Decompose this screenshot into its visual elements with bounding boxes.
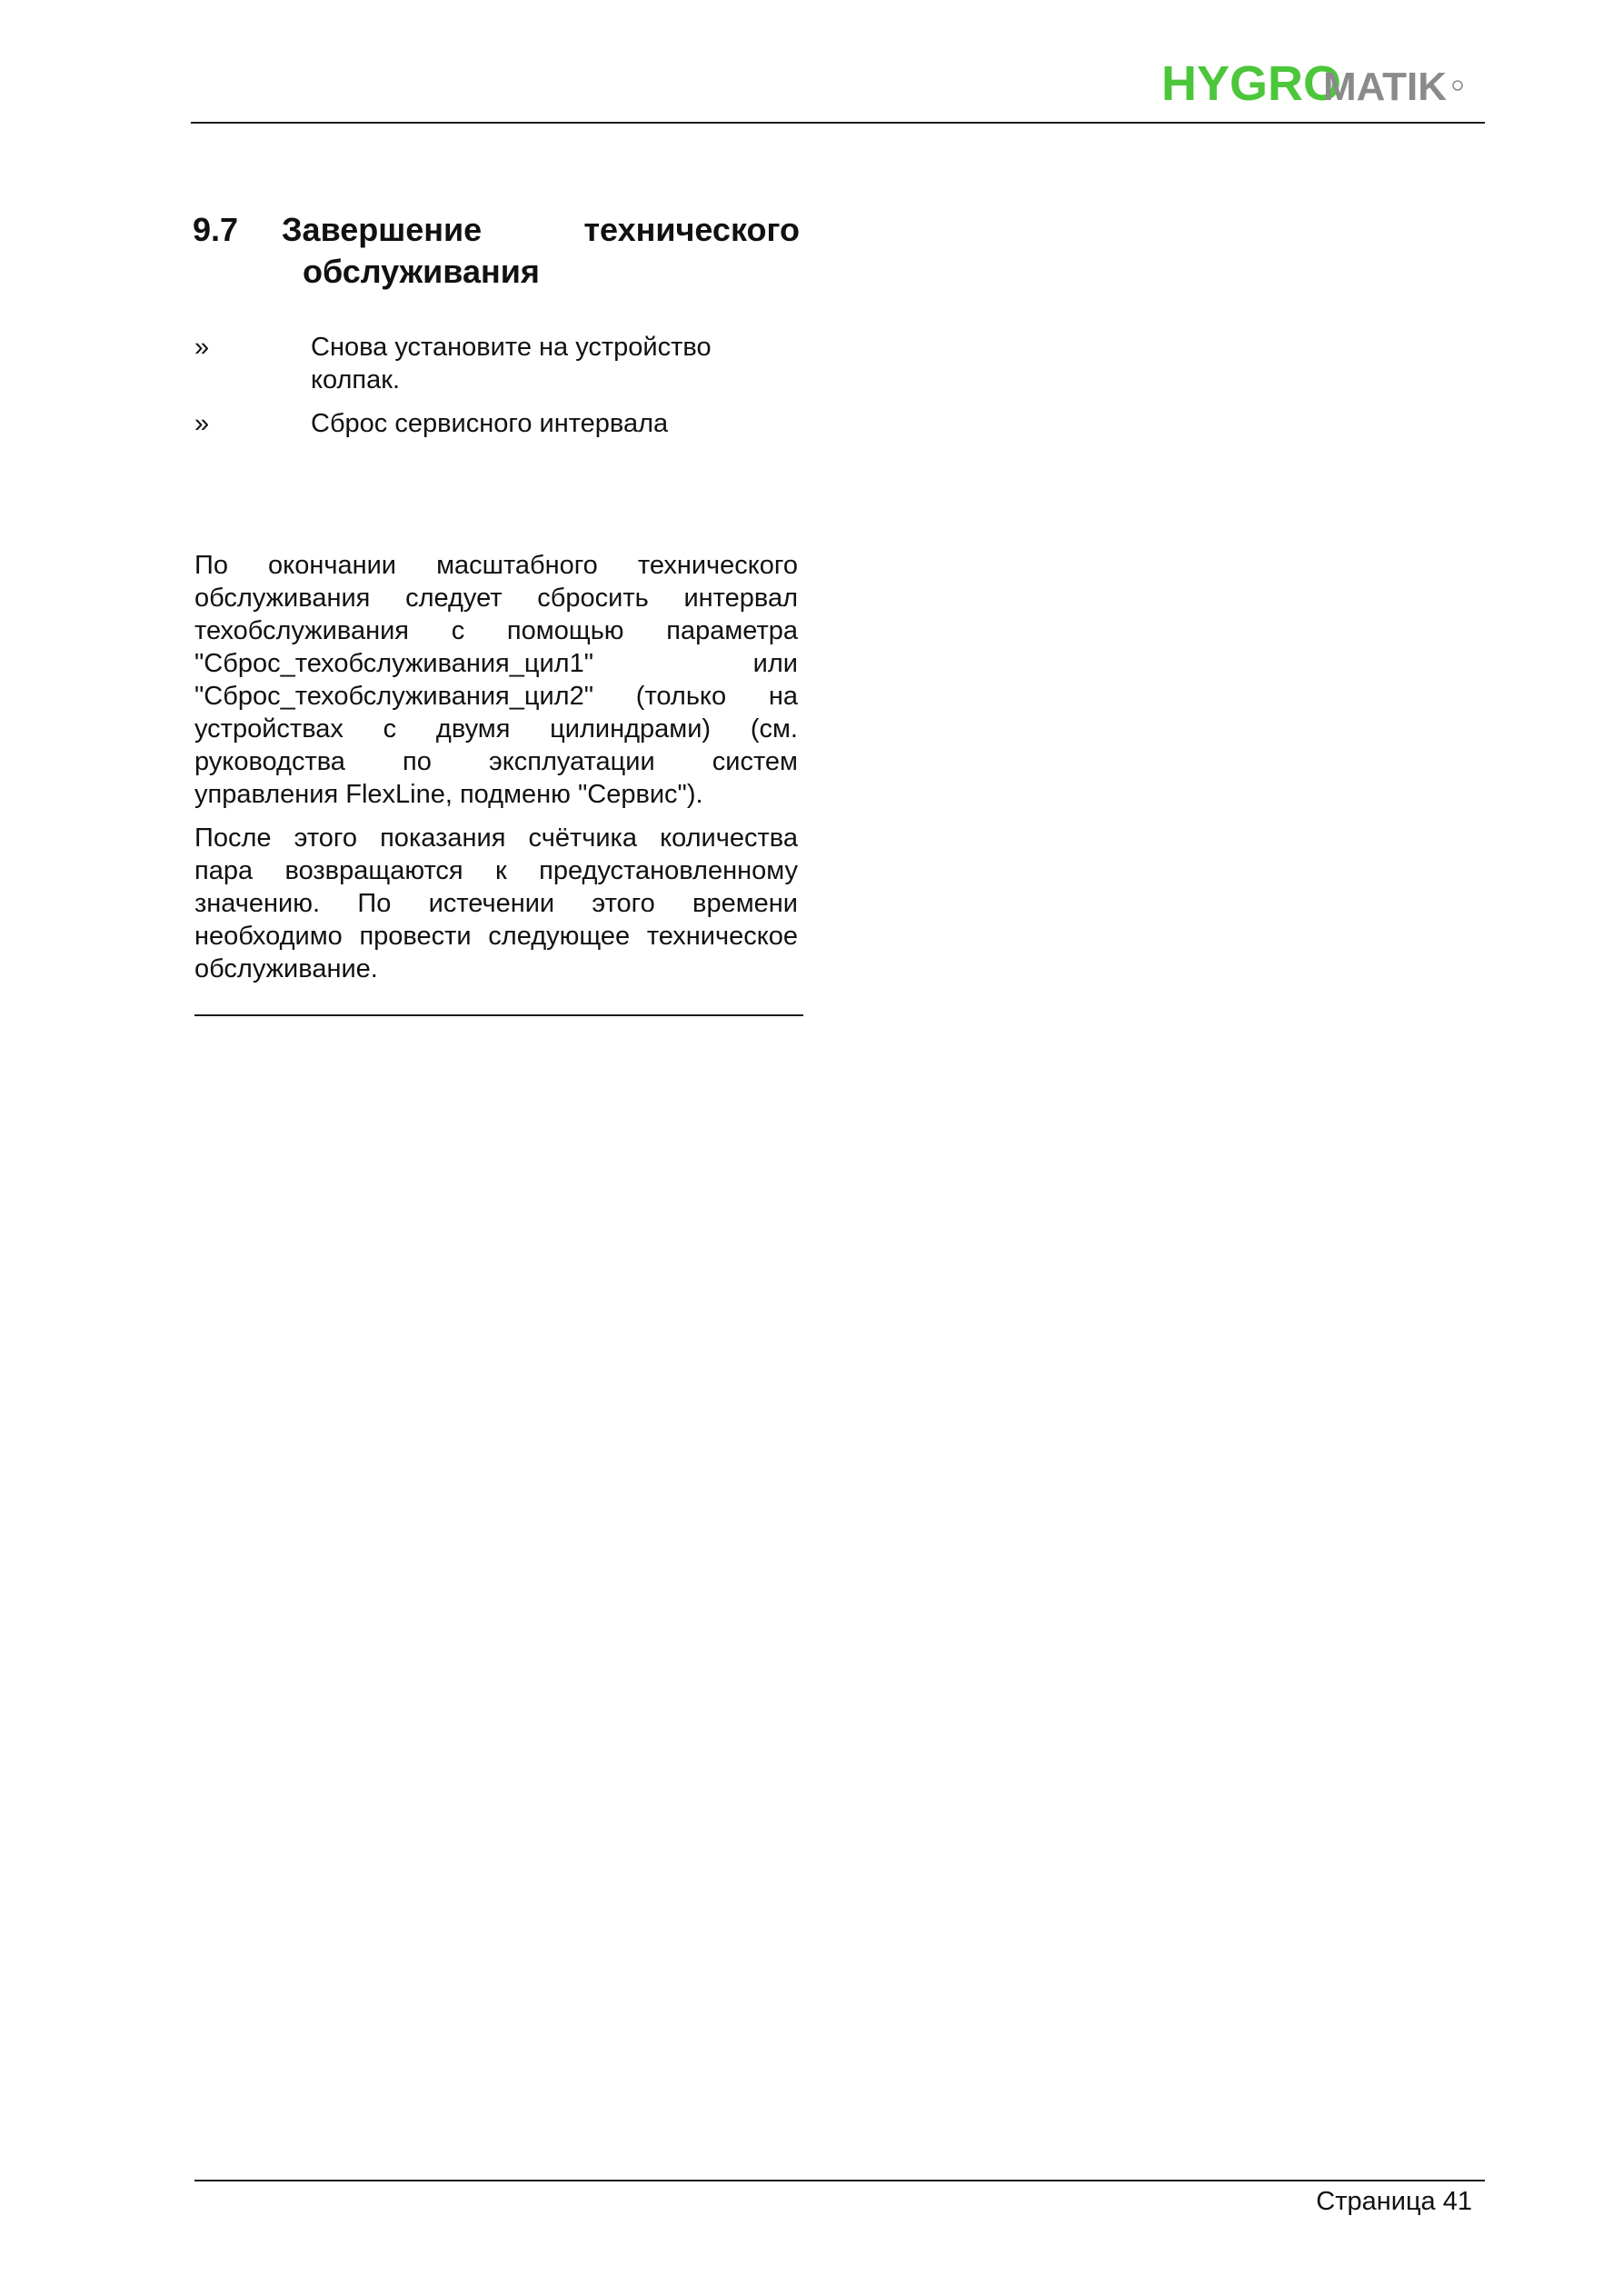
instruction-text: Снова установите на устройство колпак. <box>311 333 712 394</box>
header-divider <box>191 122 1485 124</box>
logo-part-hygro: HYGRO <box>1161 56 1342 111</box>
body-text <box>194 549 798 996</box>
instruction-item <box>194 331 802 396</box>
section-end-divider <box>194 1014 803 1016</box>
logo-part-matik: MATIK <box>1323 65 1448 109</box>
registered-mark-icon <box>1453 81 1462 90</box>
paragraph-counter-reset: После этого показания счётчика количества пара возвращаются к предустановленному значению. По истечении этого времени необходимо провести следующее техническое обслуживание. <box>194 824 798 983</box>
instruction-list <box>194 331 802 451</box>
page-number: Страница 41 <box>1316 2187 1472 2216</box>
bullet-marker: » <box>194 409 210 438</box>
section-title-line1: Завершение технического <box>282 210 800 248</box>
footer-divider <box>194 2180 1485 2181</box>
bullet-marker: » <box>194 333 210 362</box>
paragraph-reset-interval: По окончании масштабного технического обслуживания следует сбросить интервал техобслуживания с помощью параметра "Сброс_техобслуживания_цил1" или "Сброс_техобслуживания_цил2" (только на устройствах с двумя цилиндрами) (см. руководства по эксплуатации систем управления FlexLine, подменю "Сервис"). <box>194 551 798 809</box>
hygromatik-logo <box>1161 53 1463 116</box>
instruction-text: Сброс сервисного интервала <box>311 409 669 438</box>
section-title-line2: обслуживания <box>303 252 540 290</box>
instruction-item <box>194 407 802 440</box>
section-number: 9.7 <box>193 210 239 248</box>
